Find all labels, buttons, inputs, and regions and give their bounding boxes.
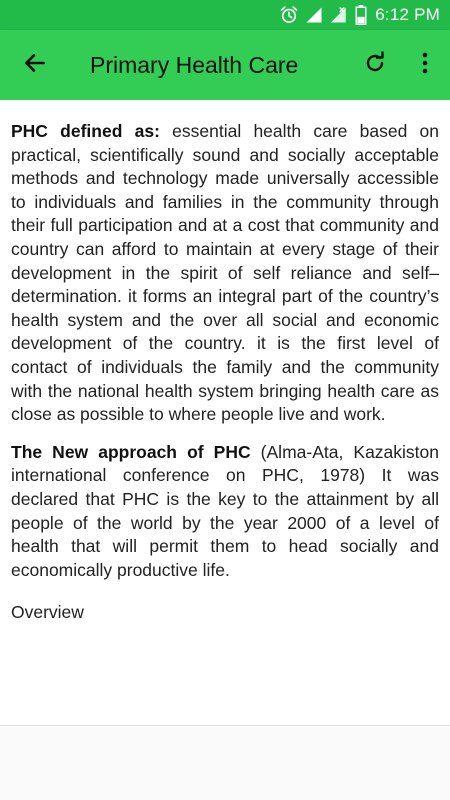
more-vert-icon bbox=[421, 51, 429, 80]
paragraph-text: (Alma-Ata, Kazakiston international conference on PHC, 1978) It was declared that PHC is the key to the attainment by all people of the world by the year 2000 of a level of health that will permit them to head socially and economically productive life. bbox=[11, 441, 440, 580]
more-options-button[interactable] bbox=[400, 30, 450, 100]
paragraph-heading: The New approach of PHC bbox=[11, 441, 251, 462]
app-bar bbox=[0, 30, 450, 100]
page-title: Primary Health Care bbox=[90, 51, 299, 78]
status-icons bbox=[279, 5, 367, 25]
paragraph-phc-definition bbox=[11, 120, 439, 427]
paragraph-heading: PHC defined as: bbox=[11, 121, 160, 141]
content-area bbox=[0, 100, 450, 726]
refresh-icon bbox=[363, 51, 387, 80]
status-time: 6:12 PM bbox=[375, 5, 440, 24]
status-bar bbox=[0, 0, 450, 30]
arrow-left-icon bbox=[22, 50, 48, 81]
alarm-icon bbox=[279, 5, 299, 25]
back-button[interactable] bbox=[0, 30, 70, 100]
paragraph-text: essential health care based on practical, scientifically sound and socially acceptable methods and technology made universally accessible to individuals and families in the community through their full participation and at a cost that community and country can afford to maintain at every stage of their development in the spirit of self reliance and self– determination. it forms an integral part of the country’s health system and the over all social and economic development of the country. it is the first level of contact of individuals the family and the community with the national health system bringing health care as close as possible to where people live and work. bbox=[11, 121, 439, 425]
bottom-area bbox=[0, 727, 450, 800]
battery-icon bbox=[355, 5, 367, 25]
paragraph-new-approach bbox=[11, 441, 439, 583]
overview-link[interactable]: Overview bbox=[11, 602, 84, 623]
signal-icon bbox=[305, 6, 323, 24]
refresh-button[interactable] bbox=[350, 30, 400, 100]
signal-x-icon bbox=[329, 6, 349, 24]
